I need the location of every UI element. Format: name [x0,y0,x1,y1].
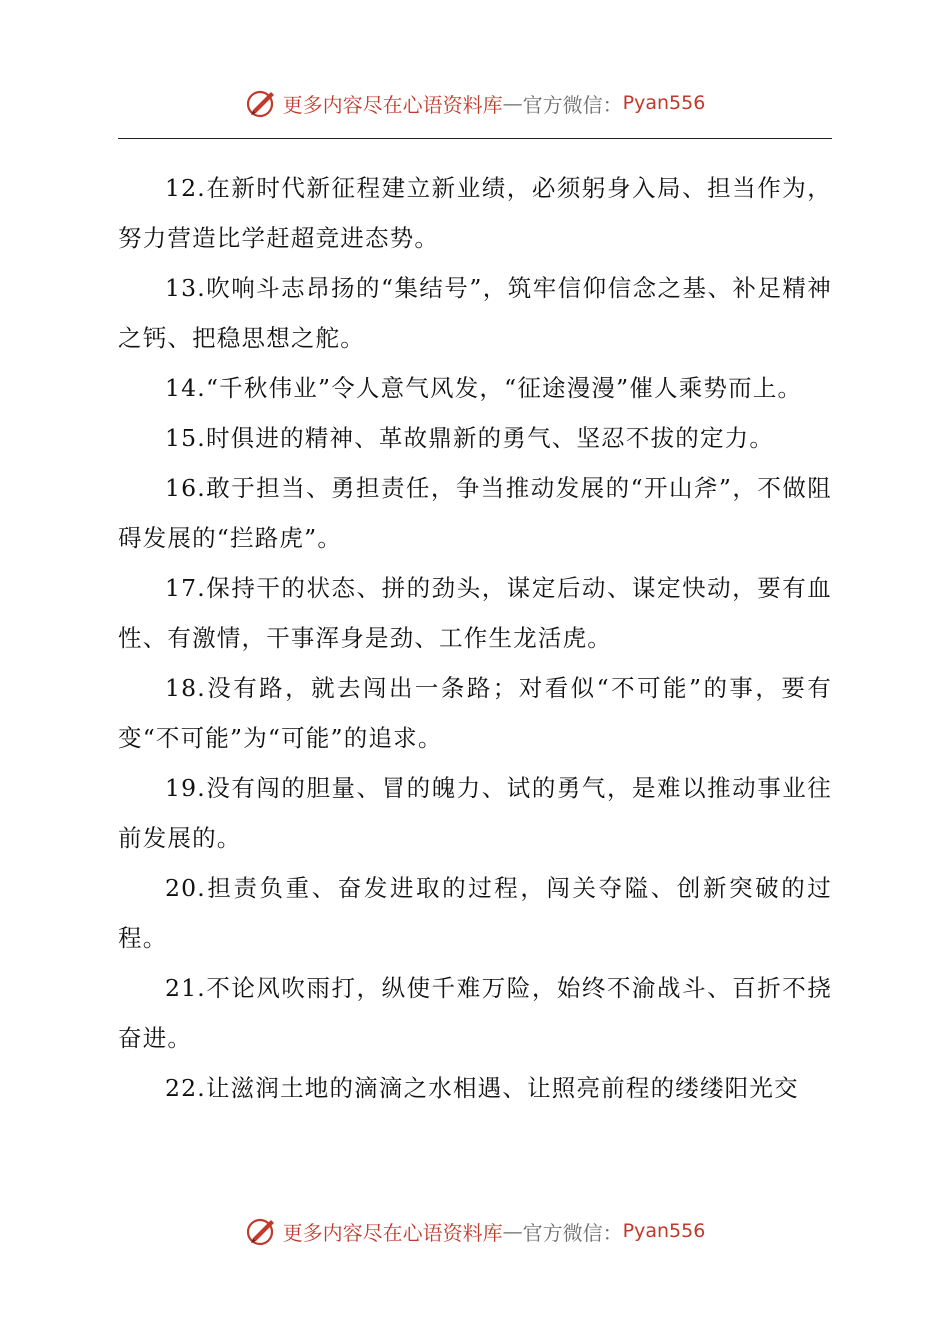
paragraph-16: 16.敢于担当、勇担责任，争当推动发展的“开山斧”，不做阻碍发展的“拦路虎”。 [118,474,832,552]
banner-site-text: 更多内容尽在心语资料库 [282,92,503,117]
banner-dash: — [502,1219,523,1243]
banner-wechat-label: 官方微信： [522,1220,623,1245]
banner-wechat-id: Pyan556 [622,1220,706,1242]
paragraph-12: 12.在新时代新征程建立新业绩，必须躬身入局、担当作为，努力营造比学赶超竞进态势。 [118,174,832,252]
banner-site-text: 更多内容尽在心语资料库 [282,1220,503,1245]
document-body [118,163,832,1113]
paragraph-18: 18.没有路，就去闯出一条路；对看似“不可能”的事，要有变“不可能”为“可能”的追求。 [118,674,832,752]
footer-banner [0,1213,950,1249]
banner-wechat-id: Pyan556 [622,92,706,114]
pen-circle-icon [245,1214,279,1248]
banner-wechat-label: 官方微信： [522,92,623,117]
paragraph-20: 20.担责负重、奋发进取的过程，闯关夺隘、创新突破的过程。 [118,874,832,952]
header-divider [118,138,832,139]
paragraph-15: 15.时俱进的精神、革故鼎新的勇气、坚忍不拔的定力。 [165,424,775,452]
paragraph-14: 14.“千秋伟业”令人意气风发，“征途漫漫”催人乘势而上。 [165,374,803,402]
paragraph-17: 17.保持干的状态、拼的劲头，谋定后动、谋定快动，要有血性、有激情，干事浑身是劲、工作生龙活虎。 [118,574,832,652]
paragraph-21: 21.不论风吹雨打，纵使千难万险，始终不渝战斗、百折不挠奋进。 [118,974,832,1052]
paragraph-19: 19.没有闯的胆量、冒的魄力、试的勇气，是难以推动事业往前发展的。 [118,774,832,852]
paragraph-22: 22.让滋润土地的滴滴之水相遇、让照亮前程的缕缕阳光交 [165,1074,799,1102]
header-banner [0,85,950,121]
pen-circle-icon [245,86,279,120]
banner-dash: — [502,91,523,115]
paragraph-13: 13.吹响斗志昂扬的“集结号”，筑牢信仰信念之基、补足精神之钙、把稳思想之舵。 [118,274,832,352]
